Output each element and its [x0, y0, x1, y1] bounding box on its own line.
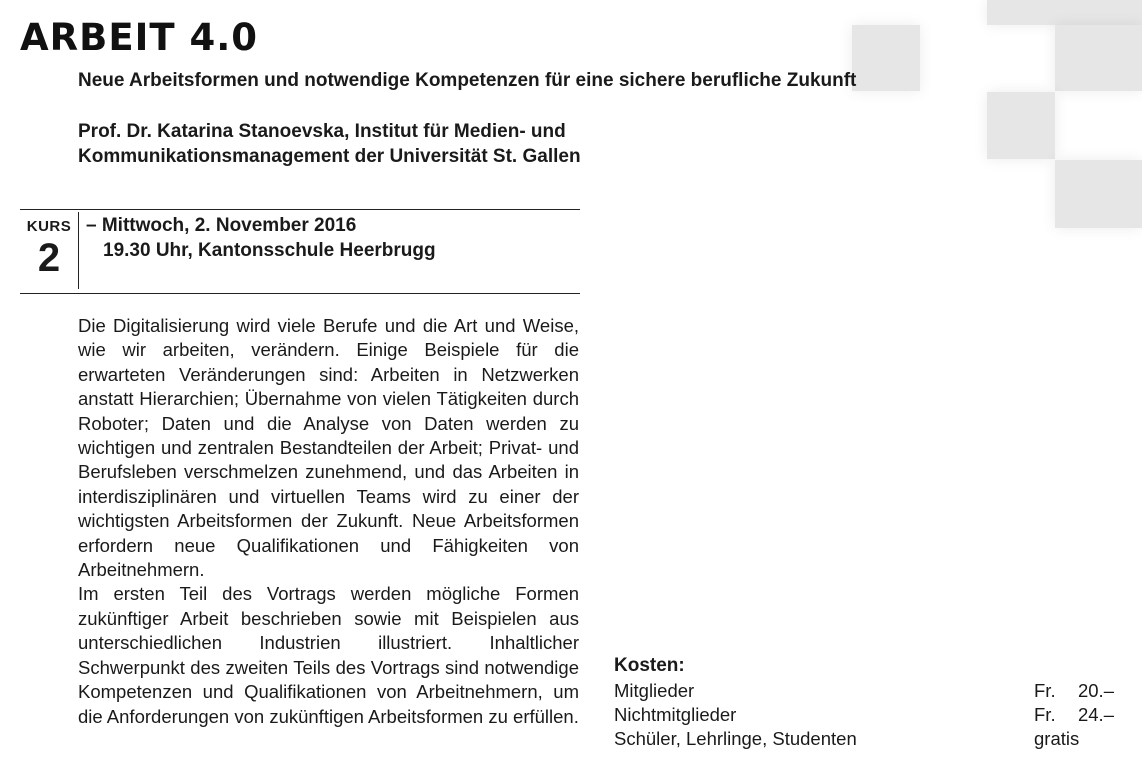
decorative-square: [852, 25, 920, 91]
cost-row-non-members: [614, 704, 1114, 729]
description-paragraph-1: Die Digitalisierung wird viele Berufe und die Art und Weise, wie wir arbeiten, verändern. Einige Beispiele für die erwarteten Veränderungen sind: Arbeiten in Netzwerken anstatt Hierarchien; Übernahme von vielen Tätigkeiten durch Roboter; Daten und die Analyse von Daten werden zu wichtigen und zentralen Bestandteilen der Arbeit; Privat- und Berufsleben verschmelzen zunehmend, und das Arbeiten in interdisziplinären und virtuellen Teams wird zu einer der wichtigsten Arbeitsformen der Zukunft. Neue Arbeitsformen erfordern neue Qualifikationen und Fähigkeiten von Arbeitnehmern.: [78, 315, 579, 581]
decorative-square: [1055, 160, 1142, 228]
description-paragraph-2: Im ersten Teil des Vortrags werden mögliche Formen zukünftiger Arbeit beschrieben sowie mit Beispielen aus unterschiedlichen Industrien illustriert. Inhaltlicher Schwerpunkt des zweiten Teils des Vortrags sind notwendige Kompetenzen und Qualifikationen von Arbeitnehmern, um die Anforderungen von zukünftigen Arbeitsformen zu erfüllen.: [78, 583, 579, 727]
cost-label: Mitglieder: [614, 680, 695, 701]
divider-top: [20, 209, 580, 210]
cost-label: Schüler, Lehrlinge, Studenten: [614, 728, 857, 749]
decorative-square: [987, 92, 1055, 159]
page-subtitle: Neue Arbeitsformen und notwendige Kompetenzen für eine sichere berufliche Zukunft: [78, 70, 857, 91]
speaker-line-1: Prof. Dr. Katarina Stanoevska, Institut für Medien- und: [78, 121, 566, 142]
divider-bottom: [20, 293, 580, 294]
cost-free-note: gratis: [1034, 728, 1080, 749]
course-label: KURS: [26, 218, 72, 235]
divider-vertical: [78, 212, 79, 289]
decorative-square: [1055, 25, 1142, 91]
course-date: – Mittwoch, 2. November 2016: [86, 215, 357, 236]
cost-currency: Fr.: [1034, 680, 1056, 701]
cost-currency: Fr.: [1034, 704, 1056, 725]
cost-row-members: [614, 680, 1114, 705]
course-number: 2: [37, 236, 61, 280]
course-description: [78, 314, 579, 729]
page-title: ARBEIT 4.0: [20, 16, 259, 59]
decorative-square: [987, 0, 1142, 25]
cost-amount: 24.–: [1077, 704, 1114, 725]
cost-row-students: [614, 728, 1114, 753]
cost-label: Nichtmitglieder: [614, 704, 737, 725]
speaker-info: [78, 119, 581, 169]
costs-heading: Kosten:: [614, 655, 685, 676]
course-time-location: 19.30 Uhr, Kantonsschule Heerbrugg: [103, 240, 436, 261]
cost-amount: 20.–: [1077, 680, 1114, 701]
speaker-line-2: Kommunikationsmanagement der Universität St. Gallen: [78, 146, 581, 167]
